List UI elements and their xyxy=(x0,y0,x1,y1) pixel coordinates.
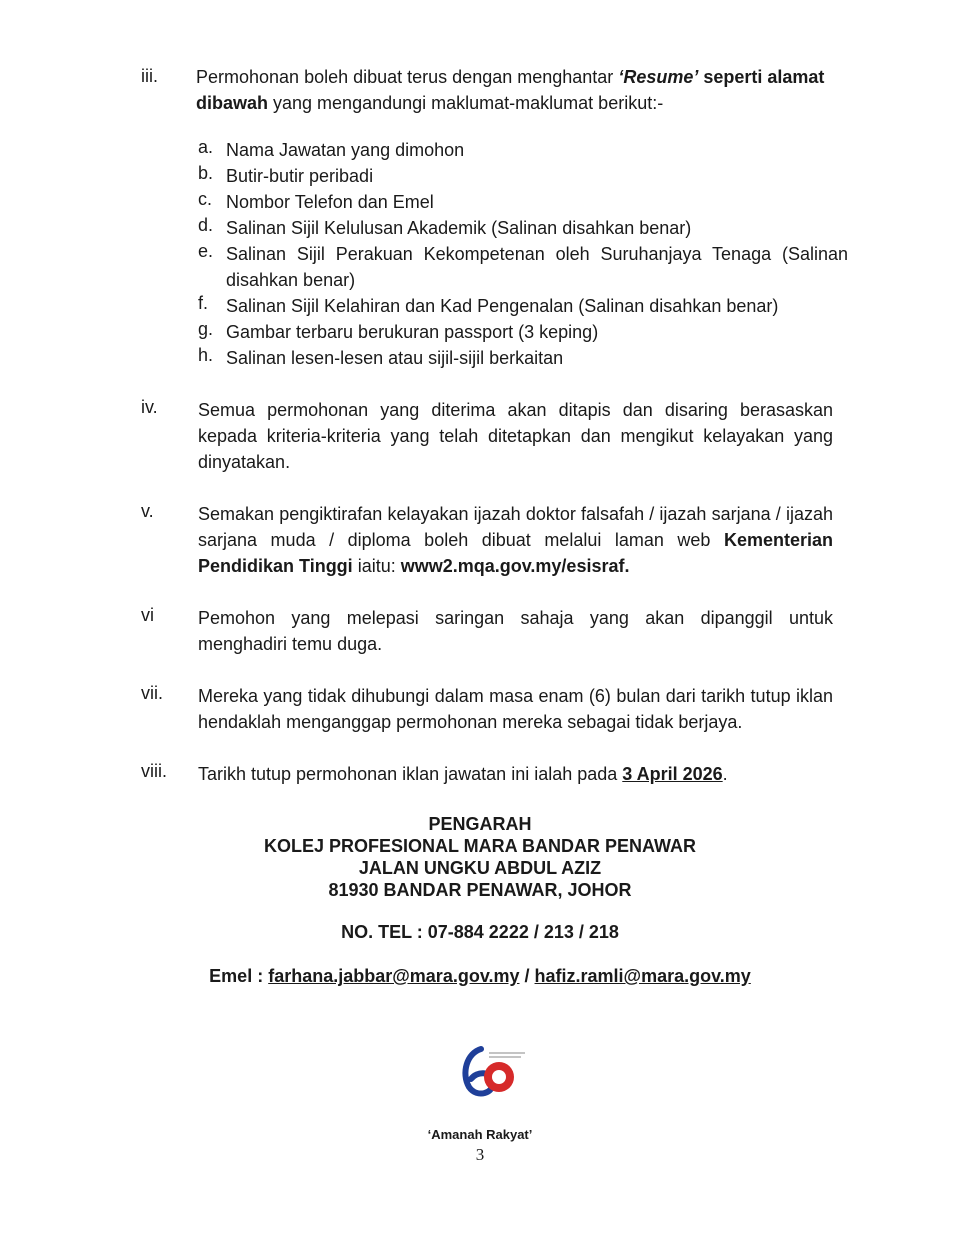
motto: ‘Amanah Rakyat’ xyxy=(427,1127,533,1142)
item-text: Permohonan boleh dibuat terus dengan menghantar ‘Resume’ seperti alamat dibawah yang mengandungi maklumat-maklumat berikut:- xyxy=(196,67,825,113)
signature-email-line: Emel : farhana.jabbar@mara.gov.my / hafiz.ramli@mara.gov.my xyxy=(209,966,751,986)
item-number: iii. xyxy=(141,66,158,86)
email-link-1[interactable]: farhana.jabbar@mara.gov.my xyxy=(268,966,520,986)
item-number: viii. xyxy=(141,761,167,781)
item-text: Semakan pengiktirafan kelayakan ijazah doktor falsafah / ijazah sarjana / ijazah sarjana muda / diploma boleh dibuat melalui laman web Kementerian Pendidikan Tinggi iaitu: www2.mqa.gov.my/esisraf. xyxy=(198,504,833,576)
signature-title: PENGARAH xyxy=(428,814,532,834)
signature-tel: NO. TEL : 07-884 2222 / 213 / 218 xyxy=(341,922,619,942)
signature-street: JALAN UNGKU ABDUL AZIZ xyxy=(358,858,602,878)
item-text: Mereka yang tidak dihubungi dalam masa enam (6) bulan dari tarikh tutup iklan hendaklah menganggap permohonan mereka sebagai tidak berjaya. xyxy=(198,686,833,732)
item-text: Pemohon yang melepasi saringan sahaja yang akan dipanggil untuk menghadiri temu duga. xyxy=(198,608,833,654)
mara-60-logo xyxy=(459,1043,531,1099)
item-number: iv. xyxy=(141,397,158,417)
closing-date: 3 April 2026 xyxy=(622,764,723,784)
item-text: Tarikh tutup permohonan iklan jawatan ini ialah pada 3 April 2026. xyxy=(198,764,728,784)
item-number: v. xyxy=(141,501,154,521)
page-number: 3 xyxy=(475,1145,485,1164)
email-link-2[interactable]: hafiz.ramli@mara.gov.my xyxy=(534,966,751,986)
item-number: vi xyxy=(141,605,154,625)
item-number: vii. xyxy=(141,683,163,703)
signature-postcode: 81930 BANDAR PENAWAR, JOHOR xyxy=(328,880,632,900)
signature-college: KOLEJ PROFESIONAL MARA BANDAR PENAWAR xyxy=(263,836,697,856)
email-label: Emel : xyxy=(209,966,269,986)
item-text: Semua permohonan yang diterima akan ditapis dan disaring berasaskan kepada kriteria-kriteria yang telah ditetapkan dan mengikut kelayakan yang dinyatakan. xyxy=(198,400,833,472)
